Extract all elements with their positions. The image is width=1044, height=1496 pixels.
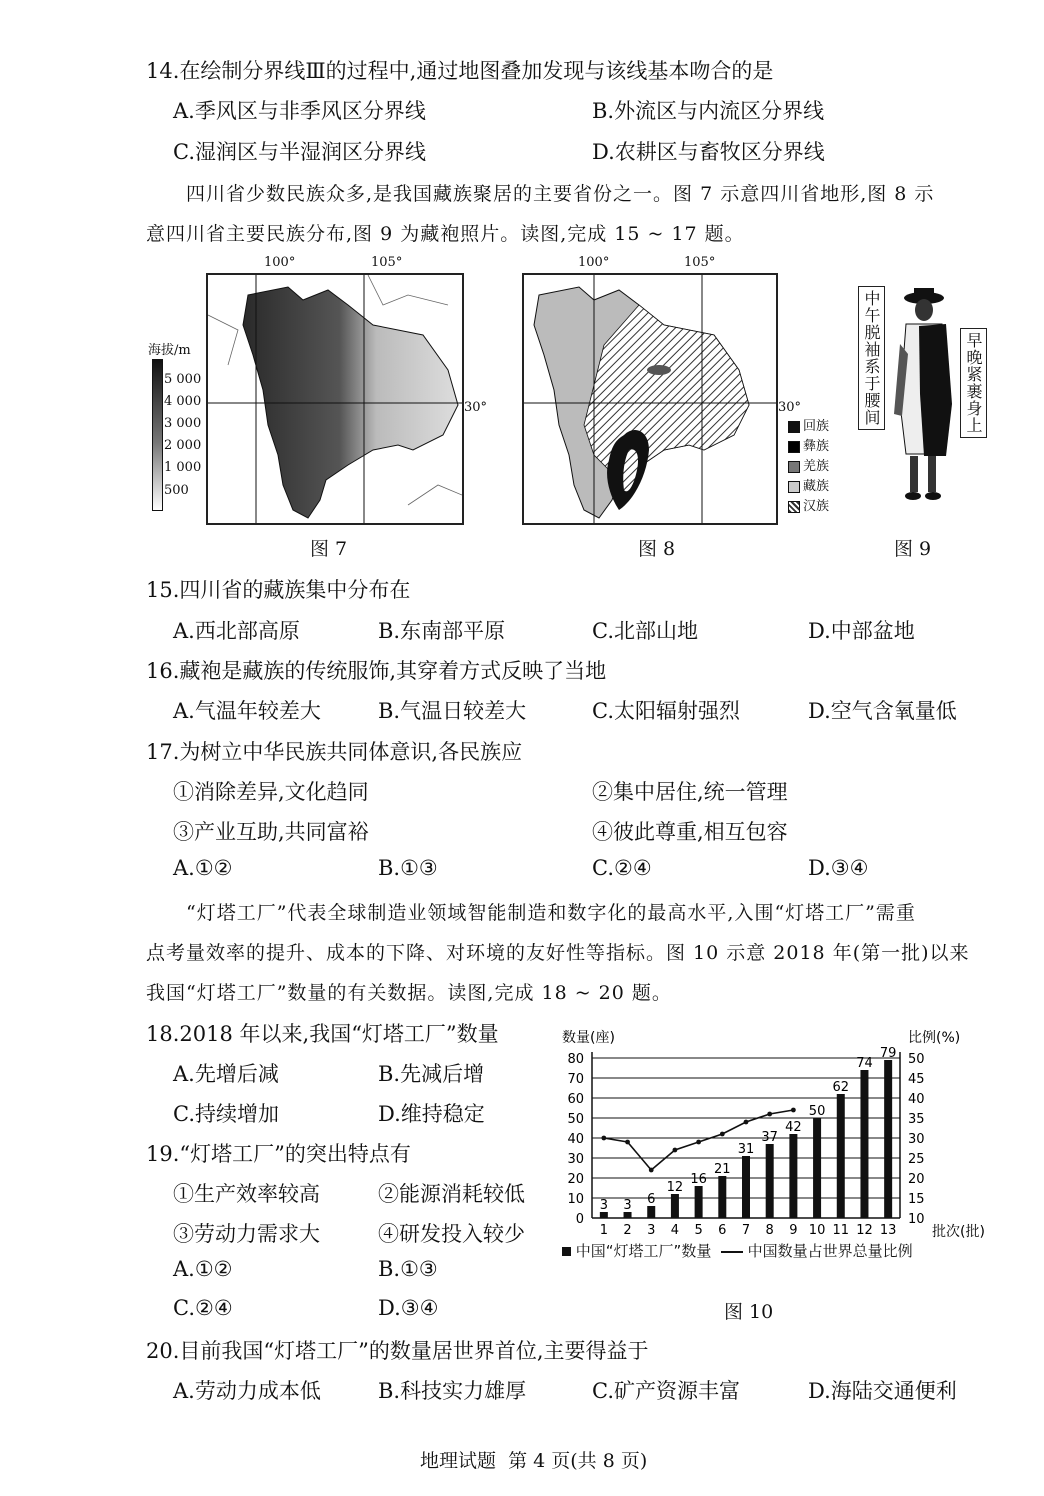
fig7-lon-100: 100° — [264, 255, 296, 270]
bar-value-label: 21 — [714, 1162, 731, 1177]
ytick-left-label: 80 — [567, 1052, 584, 1067]
bar-value-label: 3 — [599, 1198, 608, 1213]
q20-option-c[interactable]: C.矿产资源丰富 — [592, 1379, 740, 1403]
bar-batch-10 — [813, 1118, 821, 1218]
ytick-left-label: 20 — [567, 1172, 584, 1187]
q14-option-c[interactable]: C.湿润区与半湿润区分界线 — [173, 140, 426, 164]
q15-stem: 15.四川省的藏族集中分布在 — [146, 578, 411, 602]
q15-option-a[interactable]: A.西北部高原 — [173, 619, 300, 643]
ratio-point — [625, 1140, 630, 1145]
xtick-label: 13 — [879, 1223, 897, 1238]
q18-option-a[interactable]: A.先增后减 — [173, 1062, 279, 1086]
bar-batch-3 — [647, 1206, 655, 1218]
q20-option-a[interactable]: A.劳动力成本低 — [173, 1379, 321, 1403]
q20-option-b[interactable]: B.科技实力雄厚 — [378, 1379, 527, 1403]
ratio-point — [767, 1112, 772, 1117]
legend-bar-swatch — [562, 1247, 571, 1256]
xtick-label: 10 — [808, 1223, 826, 1238]
q19-option-b[interactable]: B.①③ — [378, 1257, 438, 1281]
q14-option-a[interactable]: A.季风区与非季风区分界线 — [173, 99, 426, 123]
ratio-point — [673, 1148, 678, 1153]
fig9-right-label: 早晚紧裹身上 — [960, 328, 987, 438]
legend-line-label: 中国数量占世界总量比例 — [747, 1242, 913, 1260]
q17-statement-4: ④彼此尊重,相互包容 — [592, 820, 788, 844]
chart-xlabel: 批次(批) — [932, 1224, 985, 1240]
q16-option-d[interactable]: D.空气含氧量低 — [808, 699, 957, 723]
fig8-caption: 图 8 — [638, 538, 676, 560]
fig7-elevation-scale — [152, 359, 163, 511]
bar-batch-4 — [671, 1194, 679, 1218]
tibetan-robe-photo — [884, 284, 964, 504]
ytick-right-label: 35 — [908, 1112, 925, 1127]
q15-option-d[interactable]: D.中部盆地 — [808, 619, 915, 643]
bar-value-label: 12 — [666, 1180, 684, 1195]
q15-option-c[interactable]: C.北部山地 — [592, 619, 698, 643]
q14-stem: 14.在绘制分界线Ⅲ的过程中,通过地图叠加发现与该线基本吻合的是 — [146, 59, 774, 83]
bar-batch-7 — [742, 1156, 750, 1218]
ratio-point — [649, 1168, 654, 1173]
bar-batch-9 — [789, 1134, 797, 1218]
q20-option-d[interactable]: D.海陆交通便利 — [808, 1379, 957, 1403]
fig8-legend — [788, 417, 829, 517]
q17-option-b[interactable]: B.①③ — [378, 856, 438, 880]
ytick-left-label: 30 — [567, 1152, 584, 1167]
bar-value-label: 74 — [856, 1056, 873, 1071]
fig8-ethnic-map — [524, 275, 776, 523]
q15-option-b[interactable]: B.东南部平原 — [378, 619, 506, 643]
bar-value-label: 31 — [737, 1142, 755, 1157]
bar-batch-6 — [718, 1176, 726, 1218]
bar-value-label: 79 — [879, 1046, 897, 1061]
bar-value-label: 37 — [761, 1130, 778, 1145]
fig7-map — [206, 273, 464, 525]
legend-line-swatch — [721, 1251, 743, 1253]
fig9-caption: 图 9 — [894, 538, 932, 560]
xtick-label: 11 — [832, 1223, 850, 1238]
ytick-left-label: 70 — [567, 1072, 584, 1087]
q18-stem: 18.2018 年以来,我国“灯塔工厂”数量 — [146, 1022, 499, 1046]
figure-9 — [856, 280, 996, 560]
fig8-legend-hui: 回族 — [788, 417, 829, 437]
bar-batch-5 — [695, 1186, 703, 1218]
ytick-right-label: 10 — [908, 1212, 925, 1227]
page-footer: 地理试题 第 4 页(共 8 页) — [420, 1450, 648, 1472]
ytick-right-label: 15 — [908, 1192, 925, 1207]
q19-option-c[interactable]: C.②④ — [173, 1296, 233, 1320]
intro2-line3: 我国“灯塔工厂”数量的有关数据。读图,完成 18 ~ 20 题。 — [146, 982, 672, 1004]
ratio-point — [791, 1108, 796, 1113]
xtick-label: 1 — [599, 1223, 608, 1238]
q19-statement-1: ①生产效率较高 — [173, 1182, 320, 1206]
fig7-caption: 图 7 — [310, 538, 348, 560]
xtick-label: 3 — [647, 1223, 656, 1238]
q19-option-a[interactable]: A.①② — [173, 1257, 233, 1281]
bar-value-label: 3 — [623, 1198, 632, 1213]
ytick-left-label: 60 — [567, 1092, 584, 1107]
fig8-legend-qiang: 羌族 — [788, 457, 829, 477]
q16-stem: 16.藏袍是藏族的传统服饰,其穿着方式反映了当地 — [146, 659, 607, 683]
q17-option-c[interactable]: C.②④ — [592, 856, 652, 880]
xtick-label: 8 — [765, 1223, 774, 1238]
intro2-line1: “灯塔工厂”代表全球制造业领域智能制造和数字化的最高水平,入围“灯塔工厂”需重 — [186, 902, 916, 924]
bar-batch-8 — [766, 1144, 774, 1218]
q18-option-d[interactable]: D.维持稳定 — [378, 1102, 485, 1126]
bar-value-label: 62 — [832, 1080, 850, 1095]
ytick-left-label: 40 — [567, 1132, 584, 1147]
q17-stem: 17.为树立中华民族共同体意识,各民族应 — [146, 740, 523, 764]
q19-stem: 19.“灯塔工厂”的突出特点有 — [146, 1142, 411, 1166]
fig9-left-label: 中午脱袖系于腰间 — [858, 286, 885, 430]
q20-stem: 20.目前我国“灯塔工厂”的数量居世界首位,主要得益于 — [146, 1339, 649, 1363]
q19-statement-2: ②能源消耗较低 — [378, 1182, 525, 1206]
fig7-tick-3000: 3 000 — [164, 416, 202, 431]
ytick-right-label: 30 — [908, 1132, 925, 1147]
intro1-line2: 意四川省主要民族分布,图 9 为藏袍照片。读图,完成 15 ~ 17 题。 — [146, 223, 745, 245]
fig7-legend-title: 海拔/m — [148, 343, 191, 358]
bar-batch-11 — [837, 1094, 845, 1218]
fig7-tick-4000: 4 000 — [164, 394, 202, 409]
ytick-left-label: 0 — [575, 1212, 584, 1227]
fig7-tick-1000: 1 000 — [164, 460, 202, 475]
ratio-point — [696, 1140, 701, 1145]
fig8-lon-100: 100° — [578, 255, 610, 270]
fig7-tick-5000: 5 000 — [164, 372, 202, 387]
fig8-lat-30: 30° — [778, 400, 802, 415]
ratio-point — [720, 1132, 725, 1137]
q19-option-d[interactable]: D.③④ — [378, 1296, 439, 1320]
ytick-left-label: 10 — [567, 1192, 584, 1207]
legend-bar-label: 中国“灯塔工厂”数量 — [575, 1242, 712, 1260]
ytick-right-label: 45 — [908, 1072, 925, 1087]
intro2-line2: 点考量效率的提升、成本的下降、对环境的友好性等指标。图 10 示意 2018 年(第一批)以来 — [146, 942, 970, 964]
bar-batch-12 — [860, 1070, 868, 1218]
ytick-right-label: 40 — [908, 1092, 925, 1107]
q17-statement-2: ②集中居住,统一管理 — [592, 780, 788, 804]
q14-option-b[interactable]: B.外流区与内流区分界线 — [592, 99, 825, 123]
ratio-point — [744, 1120, 749, 1125]
xtick-label: 12 — [856, 1223, 873, 1238]
chart-ylabel-left: 数量(座) — [562, 1030, 615, 1046]
bar-value-label: 16 — [690, 1172, 707, 1187]
q16-option-a[interactable]: A.气温年较差大 — [173, 699, 321, 723]
chart-legend — [562, 1240, 913, 1261]
xtick-label: 7 — [741, 1223, 751, 1238]
chart-ylabel-right: 比例(%) — [908, 1030, 961, 1046]
q18-option-b[interactable]: B.先减后增 — [378, 1062, 485, 1086]
q16-option-b[interactable]: B.气温日较差大 — [378, 699, 527, 723]
q17-option-a[interactable]: A.①② — [173, 856, 233, 880]
figure-7 — [146, 255, 488, 560]
xtick-label: 6 — [718, 1223, 727, 1238]
q17-option-d[interactable]: D.③④ — [808, 856, 869, 880]
fig8-legend-zang: 藏族 — [788, 477, 829, 497]
q18-option-c[interactable]: C.持续增加 — [173, 1102, 279, 1126]
xtick-label: 4 — [670, 1223, 680, 1238]
ytick-right-label: 50 — [908, 1052, 925, 1067]
fig7-lat-30: 30° — [464, 400, 488, 415]
xtick-label: 5 — [694, 1223, 703, 1238]
fig8-legend-yi: 彝族 — [788, 437, 829, 457]
fig7-tick-2000: 2 000 — [164, 438, 202, 453]
ytick-right-label: 20 — [908, 1172, 925, 1187]
ratio-point — [601, 1136, 606, 1141]
q19-statement-3: ③劳动力需求大 — [173, 1222, 320, 1246]
q19-statement-4: ④研发投入较少 — [378, 1222, 525, 1246]
q16-option-c[interactable]: C.太阳辐射强烈 — [592, 699, 740, 723]
q17-statement-1: ①消除差异,文化趋同 — [173, 780, 369, 804]
fig7-lon-105: 105° — [371, 255, 403, 270]
xtick-label: 9 — [789, 1223, 798, 1238]
bar-value-label: 6 — [647, 1192, 656, 1207]
fig8-legend-han: 汉族 — [788, 497, 829, 517]
q14-option-d[interactable]: D.农耕区与畜牧区分界线 — [592, 140, 825, 164]
figure-10 — [540, 1022, 1000, 1332]
intro1-line1: 四川省少数民族众多,是我国藏族聚居的主要省份之一。图 7 示意四川省地形,图 8 示 — [186, 183, 935, 205]
ytick-left-label: 50 — [567, 1112, 584, 1127]
q17-statement-3: ③产业互助,共同富裕 — [173, 820, 369, 844]
figure-8 — [520, 255, 840, 560]
fig8-map — [522, 273, 778, 525]
bar-value-label: 42 — [785, 1120, 802, 1135]
fig7-terrain-map — [208, 275, 462, 523]
bar-batch-13 — [884, 1060, 892, 1218]
fig7-tick-500: 500 — [164, 483, 189, 498]
ytick-right-label: 25 — [908, 1152, 925, 1167]
fig8-lon-105: 105° — [684, 255, 716, 270]
bar-value-label: 50 — [808, 1104, 826, 1119]
fig10-caption: 图 10 — [724, 1301, 774, 1323]
xtick-label: 2 — [623, 1223, 632, 1238]
